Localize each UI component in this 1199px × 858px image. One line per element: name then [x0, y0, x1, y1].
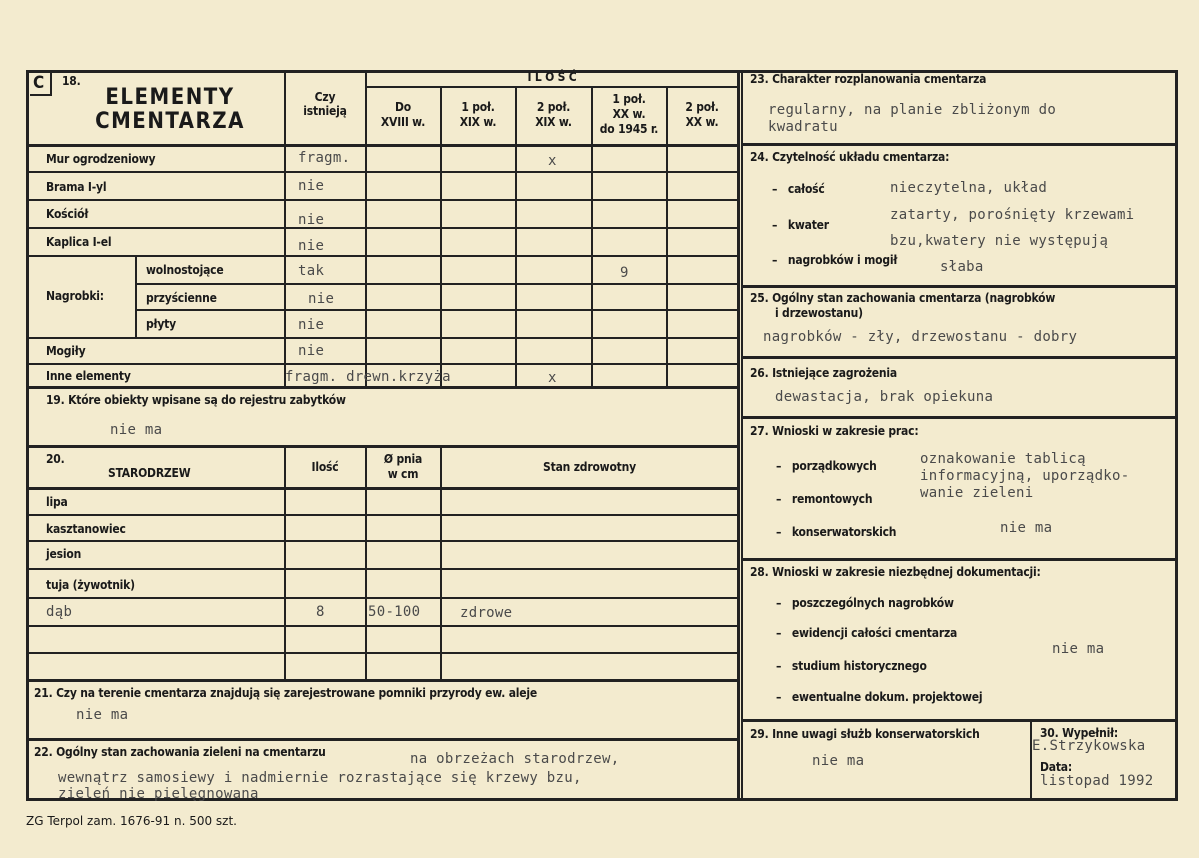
s27-item-porzadkowych: – porządkowych: [776, 459, 877, 473]
s21-value: nie ma: [76, 707, 129, 723]
s25-value: nagrobków - zły, drzewostanu - dobry: [763, 329, 1078, 345]
tree-dab: dąb: [46, 604, 73, 620]
val-kosciol: nie: [298, 212, 325, 228]
tree-dab-pnia: 50-100: [368, 604, 421, 620]
val-przysc: nie: [308, 291, 335, 307]
s24-item-kwater: – kwater: [772, 218, 829, 232]
val-kaplica: nie: [298, 238, 325, 254]
row-nagrobki: Nagrobki:: [46, 289, 104, 303]
s23-label: 23. Charakter rozplanowania cmentarza: [750, 72, 987, 86]
val-inne: fragm. drewn.krzyża: [285, 369, 451, 385]
elementy-title: ELEMENTY: [105, 85, 235, 110]
s27-item-konserwatorskich: – konserwatorskich: [776, 525, 897, 539]
s27-item-remontowych: – remontowych: [776, 492, 873, 506]
s30-date-label: Data:: [1040, 760, 1073, 774]
s22-value-3: zieleń nie pielęgnowana: [58, 786, 259, 802]
s24-value-3: bzu,kwatery nie występują: [890, 233, 1109, 249]
s26-value: dewastacja, brak opiekuna: [775, 389, 994, 405]
tree-dab-stan: zdrowe: [460, 605, 513, 621]
s19-value: nie ma: [110, 422, 163, 438]
mark-wolno: 9: [620, 265, 629, 281]
s30-date: listopad 1992: [1040, 773, 1154, 789]
val-mogily: nie: [298, 343, 325, 359]
tree-kasztanowiec: kasztanowiec: [46, 522, 126, 536]
s28-label: 28. Wnioski w zakresie niezbędnej dokumentacji:: [750, 565, 1041, 579]
row-kaplica: Kaplica I-el: [46, 235, 112, 249]
s24-item-nagrobkow: – nagrobków i mogił: [772, 253, 898, 267]
s23-value-1: regularny, na planie zbliżonym do: [768, 102, 1057, 118]
s27-value-2: informacyjną, uporządko-: [920, 468, 1130, 484]
s27-label: 27. Wnioski w zakresie prac:: [750, 424, 919, 438]
col-1pol-xix: 1 poł. XIX w.: [459, 100, 497, 129]
czy-istnieja-header: Czy istnieją: [303, 90, 347, 118]
s20-col-stan: Stan zdrowotny: [543, 460, 636, 474]
s29-label: 29. Inne uwagi służb konserwatorskich: [750, 727, 980, 741]
s21-label: 21. Czy na terenie cmentarza znajdują się zarejestrowane pomniki przyrody ew. aleje: [34, 686, 538, 700]
tree-dab-ilosc: 8: [316, 604, 325, 620]
row-mur: Mur ogrodzeniowy: [46, 152, 156, 166]
s28-value: nie ma: [1052, 641, 1105, 657]
s24-label: 24. Czytelność układu cmentarza:: [750, 150, 950, 164]
col-1pol-xx: 1 poł. XX w. do 1945 r.: [599, 92, 659, 136]
row-nagrobki-wolno: wolnostojące: [146, 263, 224, 277]
mark-inne: x: [548, 370, 557, 386]
s20-col-pnia: Ø pnia w cm: [383, 452, 423, 481]
section-letter: C: [33, 73, 45, 93]
s30-name: E.Strzykowska: [1032, 738, 1146, 754]
cmentarza-title: CMENTARZA: [95, 109, 245, 134]
s27-value-3: wanie zieleni: [920, 485, 1034, 501]
s22-label: 22. Ogólny stan zachowania zieleni na cmentarzu: [34, 745, 326, 759]
s29-value: nie ma: [812, 753, 865, 769]
s20-header: STARODRZEW: [108, 466, 191, 480]
val-wolno: tak: [298, 263, 325, 279]
tree-tuja: tuja (żywotnik): [46, 578, 135, 592]
col-2pol-xix: 2 poł. XIX w.: [535, 100, 572, 129]
s24-value-4: słaba: [940, 259, 984, 275]
s24-value-1: nieczytelna, układ: [890, 180, 1048, 196]
printer-footer: ZG Terpol zam. 1676-91 n. 500 szt.: [26, 814, 237, 828]
mark-mur: x: [548, 153, 557, 169]
s24-value-2: zatarty, porośnięty krzewami: [890, 207, 1135, 223]
s23-value-2: kwadratu: [768, 119, 838, 135]
s25-label-2: i drzewostanu): [775, 306, 863, 320]
s25-label-1: 25. Ogólny stan zachowania cmentarza (nagrobków: [750, 291, 1056, 305]
row-brama: Brama I-yl: [46, 180, 107, 194]
val-brama: nie: [298, 178, 325, 194]
row-inne: Inne elementy: [46, 369, 131, 383]
row-kosciol: Kościół: [46, 207, 89, 221]
col-do-xviii: Do XVIII w.: [380, 100, 426, 129]
s20-col-ilosc: Ilość: [311, 460, 339, 474]
row-mogily: Mogiły: [46, 344, 86, 358]
s24-item-calosc: – całość: [772, 182, 825, 196]
s28-item-1: – poszczególnych nagrobków: [776, 596, 954, 610]
col-2pol-xx: 2 poł. XX w.: [685, 100, 719, 129]
s27-value-4: nie ma: [1000, 520, 1053, 536]
s26-label: 26. Istniejące zagrożenia: [750, 366, 897, 380]
s27-value-1: oznakowanie tablicą: [920, 451, 1086, 467]
s22-value-2: wewnątrz samosiewy i nadmiernie rozrastające się krzewy bzu,: [58, 770, 582, 786]
s20-number: 20.: [46, 452, 65, 466]
tree-jesion: jesion: [46, 547, 82, 561]
row-nagrobki-plyty: płyty: [146, 317, 176, 331]
ilosc-header: I L O Ś Ć: [527, 70, 577, 84]
val-mur: fragm.: [298, 150, 351, 166]
row-nagrobki-przysc: przyścienne: [146, 291, 217, 305]
s28-item-2: – ewidencji całości cmentarza: [776, 626, 958, 640]
s28-item-3: – studium historycznego: [776, 659, 927, 673]
s28-item-4: – ewentualne dokum. projektowej: [776, 690, 983, 704]
val-plyty: nie: [298, 317, 325, 333]
section-18-number: 18.: [62, 74, 81, 88]
s30-label: 30. Wypełnił:: [1040, 726, 1119, 740]
tree-lipa: lipa: [46, 495, 68, 509]
s19-label: 19. Które obiekty wpisane są do rejestru zabytków: [46, 393, 346, 407]
s22-value-1: na obrzeżach starodrzew,: [410, 751, 620, 767]
